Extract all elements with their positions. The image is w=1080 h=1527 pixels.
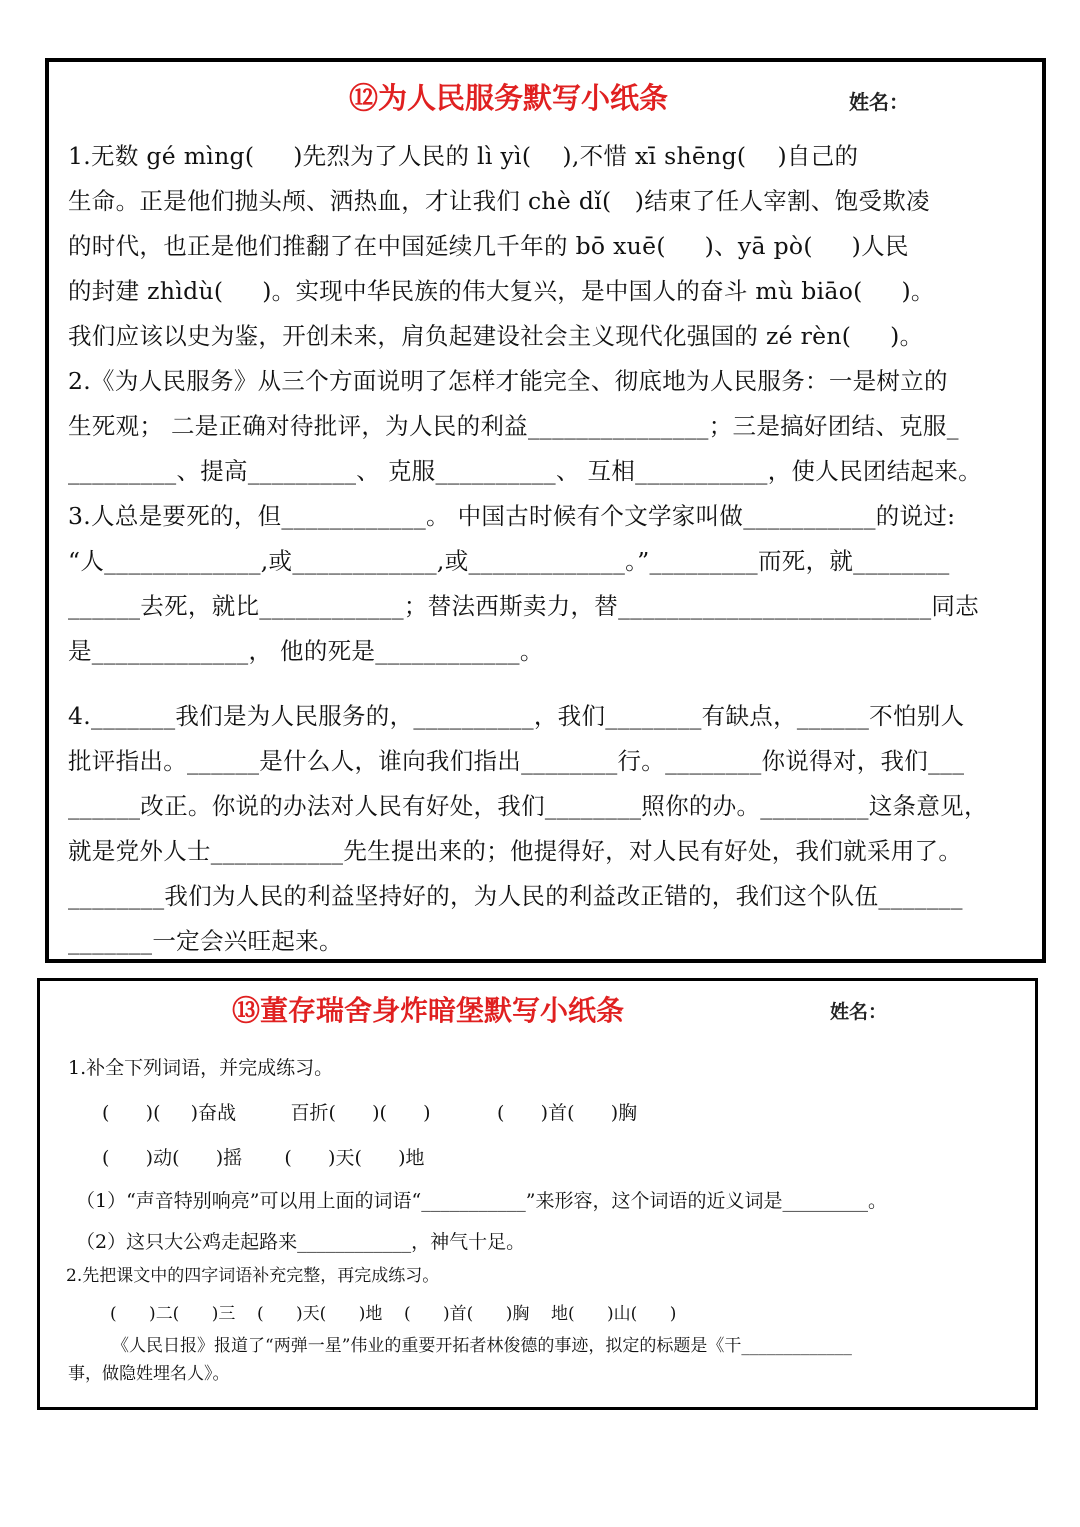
text-line: 1.无数 gé mìng( )先烈为了人民的 lì yì( ),不惜 xī shēng( )自己的 <box>68 142 859 170</box>
text-line: 就是党外人士___________先生提出来的；他提得好，对人民有好处，我们就采用了。 <box>68 837 963 865</box>
text-line: 我们应该以史为鉴，开创未来，肩负起建设社会主义现代化强国的 zé rèn( )。 <box>68 322 924 350</box>
name-label: 姓名： <box>830 1001 888 1023</box>
card-title: ⑬董存瑞舍身炸暗堡默写小纸条 <box>232 994 625 1027</box>
text-line: 生死观； 二是正确对待批评，为人民的利益_______________；三是搞好团结、克服_ <box>68 412 959 440</box>
text-line: 2.《为人民服务》从三个方面说明了怎样才能完全、彻底地为人民服务：一是树立的 <box>68 367 948 395</box>
text-line: “人_____________,或____________,或_____________。”_________而死，就________ <box>68 547 950 575</box>
text-line: 《人民日报》报道了“两弹一星”伟业的重要开拓者林俊德的事迹，拟定的标题是《干_____________ <box>112 1336 852 1356</box>
text-line: ________我们为人民的利益坚持好的，为人民的利益改正错的，我们这个队伍_______ <box>68 882 963 910</box>
text-line: 3.人总是要死的，但____________。 中国古时候有个文学家叫做___________的说过: <box>68 502 956 530</box>
dictation-card-12 <box>45 58 1046 963</box>
card-title: ⑫为人民服务默写小纸条 <box>349 81 669 115</box>
text-line: 2.先把课文中的四字词语补充完整，再完成练习。 <box>66 1266 440 1286</box>
text-line: ______去死，就比____________；替法西斯卖力，替__________________________同志 <box>68 592 979 620</box>
text-line: ______改正。你说的办法对人民有好处，我们________照你的办。_________这条意见， <box>68 792 988 820</box>
text-line: 批评指出。______是什么人，谁向我们指出________行。________你说得对，我们___ <box>68 747 965 775</box>
text-line: （1）“声音特别响亮”可以用上面的词语“___________”来形容，这个词语的近义词是_________。 <box>76 1190 887 1212</box>
text-line: _______一定会兴旺起来。 <box>68 927 343 955</box>
text-line: 4._______我们是为人民服务的，__________，我们________有缺点，______不怕别人 <box>68 702 965 730</box>
dictation-card-13 <box>37 978 1038 1410</box>
text-line: ( )动( )摇 ( )天( )地 <box>102 1147 425 1169</box>
text-line: 事，做隐姓埋名人》。 <box>68 1364 230 1384</box>
text-line: 的封建 zhìdù( )。实现中华民族的伟大复兴，是中国人的奋斗 mù biāo( )。 <box>68 277 935 305</box>
text-line: _________、提高_________、 克服__________、 互相___________，使人民团结起来。 <box>68 457 982 485</box>
text-line: 生命。正是他们抛头颅、洒热血，才让我们 chè dǐ( )结束了任人宰割、饱受欺凌 <box>68 187 930 215</box>
text-line: （2）这只大公鸡走起路来____________，神气十足。 <box>76 1231 526 1253</box>
text-line: 的时代，也正是他们推翻了在中国延续几千年的 bō xuē( )、yā pò( )人民 <box>68 232 909 260</box>
text-line: 是_____________， 他的死是____________。 <box>68 637 544 665</box>
text-line: ( )二( )三 ( )天( )地 ( )首( )胸 地( )山( ) <box>110 1304 677 1324</box>
text-line: 1.补全下列词语，并完成练习。 <box>68 1057 334 1079</box>
name-label: 姓名： <box>849 90 909 114</box>
text-line: ( )( )奋战 百折( )( ) ( )首( )胸 <box>102 1102 638 1124</box>
